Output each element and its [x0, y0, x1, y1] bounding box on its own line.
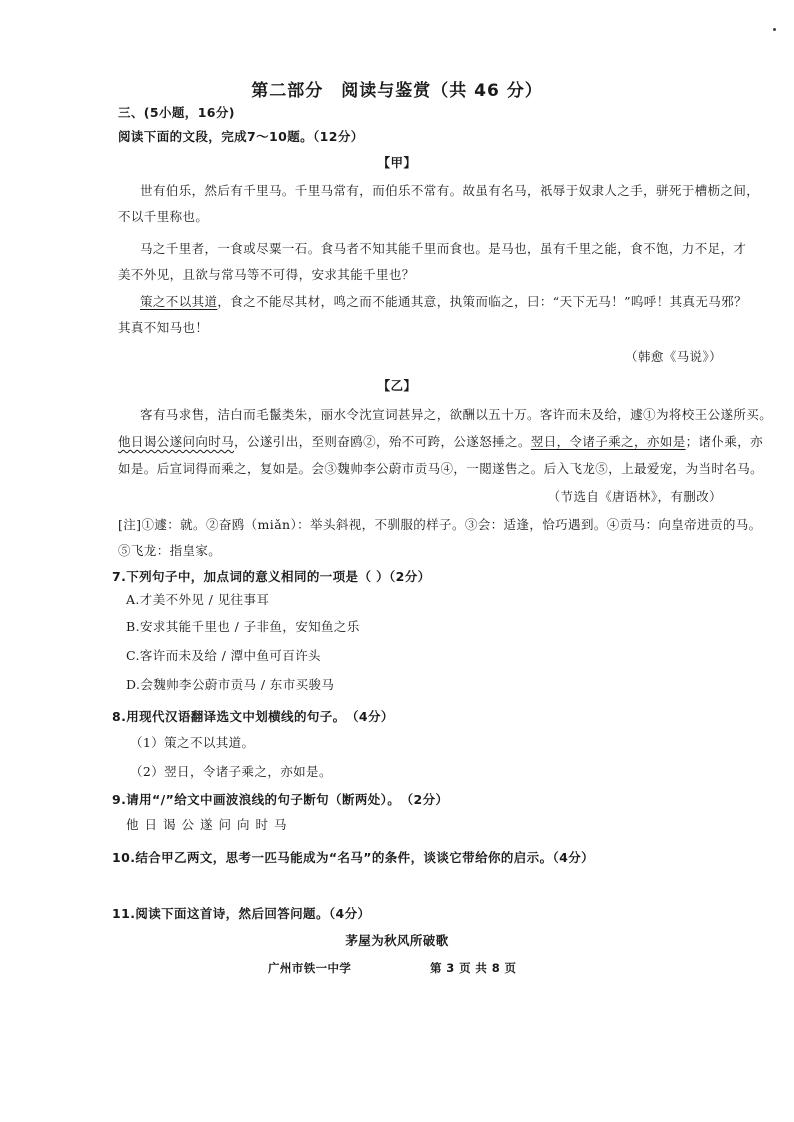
question-11-stem: 11.阅读下面这首诗，然后回答问题。（4分） — [112, 906, 371, 921]
jia-source: （韩愈《马说》） — [625, 349, 722, 364]
jia-p2-line2: 美不外见，且欲与常马等不可得，安求其能千里也？ — [118, 267, 415, 282]
question-8-stem: 8.用现代汉语翻译选文中划横线的句子。 （4分） — [112, 709, 394, 724]
q7-option-b: B.安求其能千里也 / 子非鱼，安知鱼之乐 — [126, 619, 360, 634]
yi-end-text: ；诸仆乘，亦 — [685, 434, 764, 449]
footer-page-number: 第 3 页 共 8 页 — [430, 961, 517, 975]
jia-p3-line1 — [140, 292, 747, 310]
yi-mid-text: ，公遂引出，至则奋鸥②，殆不可跨，公遂怒捶之。 — [234, 434, 531, 449]
q8-sentence-1: （1）策之不以其道。 — [130, 735, 255, 750]
jia-p3-rest: ，食之不能尽其材，鸣之而不能通其意，执策而临之，曰：“天下无马！”呜呼！其真无马邪？ — [217, 294, 747, 309]
underlined-sentence-1: 策之不以其道 — [140, 294, 218, 309]
notes-line2: ⑤飞龙：指皇家。 — [118, 543, 222, 558]
reading-instruction: 阅读下面的文段，完成7～10题。（12分） — [118, 129, 364, 144]
footer-school: 广州市铁一中学 — [268, 961, 352, 975]
passage-yi-label: 【乙】 — [377, 378, 417, 393]
underlined-sentence-2: 翌日，令诸子乘之，亦如是 — [530, 434, 686, 449]
wavy-sentence: 他日谒公遂问向时马 — [118, 434, 235, 449]
poem-title: 茅屋为秋风所破歌 — [345, 933, 449, 948]
question-7-stem: 7.下列句子中，加点词的意义相同的一项是（ ）（2分） — [112, 569, 431, 584]
jia-p2-line1: 马之千里者，一食或尽粟一石。食马者不知其能千里而食也。是马也，虽有千里之能，食不饱，力不足，才 — [140, 241, 747, 256]
passage-jia-label: 【甲】 — [377, 155, 417, 170]
q7-option-d: D.会魏帅李公蔚市贡马 / 东市买骏马 — [126, 677, 335, 692]
q7-option-c: C.客许而未及给 / 潭中鱼可百许头 — [126, 648, 321, 663]
q9-sentence: 他日谒公遂问向时马 — [126, 817, 293, 832]
jia-p3-line2: 其真不知马也！ — [118, 320, 209, 335]
q7-option-a: A.才美不外见 / 见往事耳 — [126, 592, 270, 607]
yi-p1-line2 — [118, 432, 763, 450]
question-9-stem: 9.请用“/”给文中画波浪线的句子断句（断两处）。 （2分） — [112, 792, 449, 807]
yi-p1-line3: 如是。后宣词得而乘之，复如是。会③魏帅李公蔚市贡马④，一閲遂售之。后入飞龙⑤，上最爱宠，为当时名马。 — [118, 461, 764, 476]
yi-p1-line1: 客有马求售，洁白而毛鬣类朱，丽水令沈宣词甚异之，欲酬以五十万。客许而未及给，遽①为将校王公遂所买。 — [140, 407, 773, 422]
q8-sentence-2: （2）翌日，令诸子乘之，亦如是。 — [130, 764, 332, 779]
scan-speck — [773, 28, 776, 31]
jia-p1-line1: 世有伯乐，然后有千里马。千里马常有，而伯乐不常有。故虽有名马，祇辱于奴隶人之手，骈死于槽枥之间， — [140, 183, 760, 198]
question-10-stem: 10.结合甲乙两文，思考一匹马能成为“名马”的条件，谈谈它带给你的启示。（4分） — [112, 850, 595, 865]
jia-p1-line2: 不以千里称也。 — [118, 209, 209, 224]
part-title: 第二部分 阅读与鉴赏（共 46 分） — [251, 81, 543, 101]
section-heading: 三、(5小题，16分) — [118, 105, 235, 120]
notes-line1: [注]①遽：就。②奋鸥（miǎn）：举头斜视，不驯服的样子。③会：适逢，恰巧遇到。④贡马：向皇帝进贡的马。 — [118, 517, 762, 532]
yi-source: （节选自《唐语林》，有删改） — [547, 489, 722, 504]
